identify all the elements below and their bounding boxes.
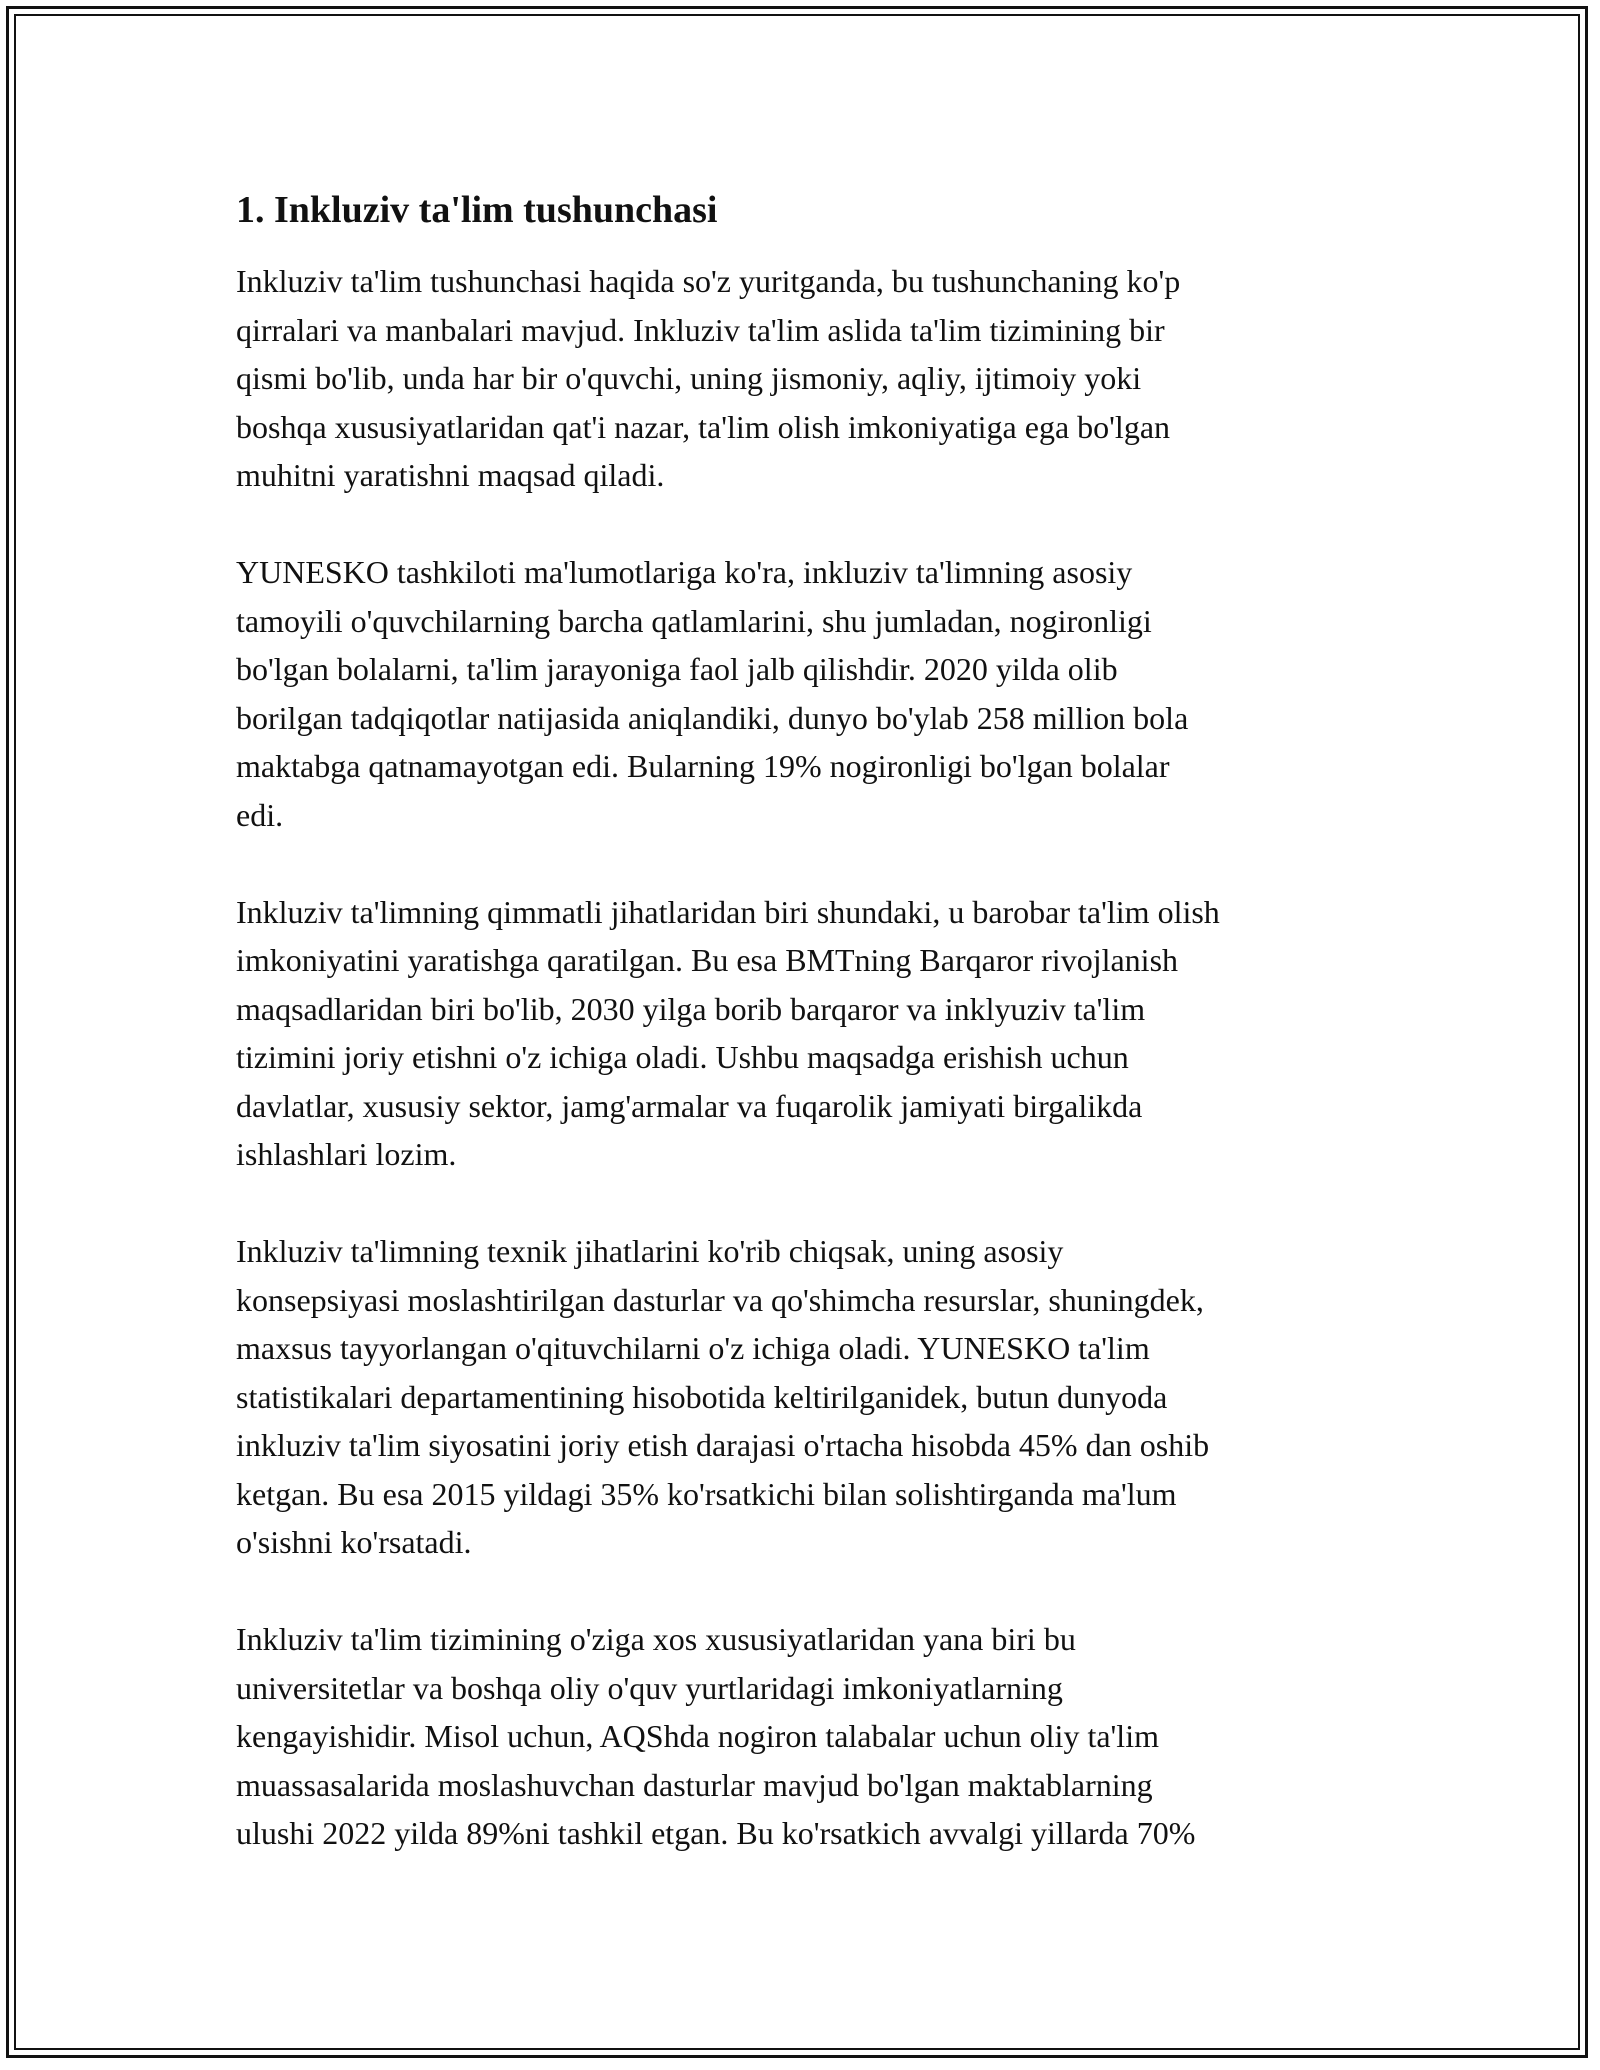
text-line: Inkluziv ta'limning qimmatli jihatlaridan biri shundaki, u barobar ta'lim olish bbox=[236, 893, 1220, 930]
text-line: imkoniyatini yaratishga qaratilgan. Bu esa BMTning Barqaror rivojlanish bbox=[236, 942, 1179, 979]
text-line: qismi bo'lib, unda har bir o'quvchi, uning jismoniy, aqliy, ijtimoiy yoki bbox=[236, 360, 1142, 397]
section-heading: 1. Inkluziv ta'lim tushunchasi bbox=[236, 189, 718, 231]
paragraph bbox=[236, 1615, 1386, 1858]
text-line: maktabga qatnamayotgan edi. Bularning 19% nogironligi bo'lgan bolalar bbox=[236, 748, 1170, 785]
text-line: davlatlar, xususiy sektor, jamg'armalar va fuqarolik jamiyati birgalikda bbox=[236, 1087, 1143, 1124]
text-line: Inkluziv ta'limning texnik jihatlarini ko'rib chiqsak, uning asosiy bbox=[236, 1233, 1064, 1270]
paragraph bbox=[236, 257, 1386, 500]
text-line: konsepsiyasi moslashtirilgan dasturlar va qo'shimcha resurslar, shuningdek, bbox=[236, 1281, 1204, 1318]
text-line: ishlashlari lozim. bbox=[236, 1136, 457, 1173]
text-line: boshqa xususiyatlaridan qat'i nazar, ta'lim olish imkoniyatiga ega bo'lgan bbox=[236, 408, 1171, 445]
text-line: tizimini joriy etishni o'z ichiga oladi. Ushbu maqsadga erishish uchun bbox=[236, 1039, 1129, 1076]
text-line: YUNESKO tashkiloti ma'lumotlariga ko'ra, inkluziv ta'limning asosiy bbox=[236, 554, 1133, 591]
text-line: ketgan. Bu esa 2015 yildagi 35% ko'rsatkichi bilan solishtirganda ma'lum bbox=[236, 1475, 1177, 1512]
text-line: muassasalarida moslashuvchan dasturlar mavjud bo'lgan maktablarning bbox=[236, 1766, 1153, 1803]
text-line: inkluziv ta'lim siyosatini joriy etish darajasi o'rtacha hisobda 45% dan oshib bbox=[236, 1427, 1210, 1464]
text-line: muhitni yaratishni maqsad qiladi. bbox=[236, 457, 665, 494]
text-line: Inkluziv ta'lim tushunchasi haqida so'z yuritganda, bu tushunchaning ko'p bbox=[236, 263, 1181, 300]
text-line: Inkluziv ta'lim tizimining o'ziga xos xususiyatlaridan yana biri bu bbox=[236, 1621, 1076, 1658]
text-line: statistikalari departamentining hisobotida keltirilganidek, butun dunyoda bbox=[236, 1378, 1168, 1415]
paragraph bbox=[236, 1227, 1386, 1567]
text-line: qirralari va manbalari mavjud. Inkluziv ta'lim aslida ta'lim tizimining bir bbox=[236, 311, 1165, 348]
paragraph bbox=[236, 888, 1386, 1179]
text-line: tamoyili o'quvchilarning barcha qatlamlarini, shu jumladan, nogironligi bbox=[236, 602, 1152, 639]
document-body bbox=[236, 186, 1386, 1858]
text-line: universitetlar va boshqa oliy o'quv yurtlaridagi imkoniyatlarning bbox=[236, 1669, 1063, 1706]
text-line: borilgan tadqiqotlar natijasida aniqlandiki, dunyo bo'ylab 258 million bola bbox=[236, 699, 1189, 736]
text-line: bo'lgan bolalarni, ta'lim jarayoniga faol jalb qilishdir. 2020 yilda olib bbox=[236, 651, 1118, 688]
text-line: ulushi 2022 yilda 89%ni tashkil etgan. Bu ko'rsatkich avvalgi yillarda 70% bbox=[236, 1815, 1196, 1852]
text-line: kengayishidir. Misol uchun, AQShda nogiron talabalar uchun oliy ta'lim bbox=[236, 1718, 1159, 1755]
text-line: edi. bbox=[236, 796, 284, 833]
text-line: maqsadlaridan biri bo'lib, 2030 yilga borib barqaror va inklyuziv ta'lim bbox=[236, 990, 1146, 1027]
text-line: maxsus tayyorlangan o'qituvchilarni o'z ichiga oladi. YUNESKO ta'lim bbox=[236, 1330, 1150, 1367]
paragraph bbox=[236, 548, 1386, 839]
text-line: o'sishni ko'rsatadi. bbox=[236, 1524, 472, 1561]
